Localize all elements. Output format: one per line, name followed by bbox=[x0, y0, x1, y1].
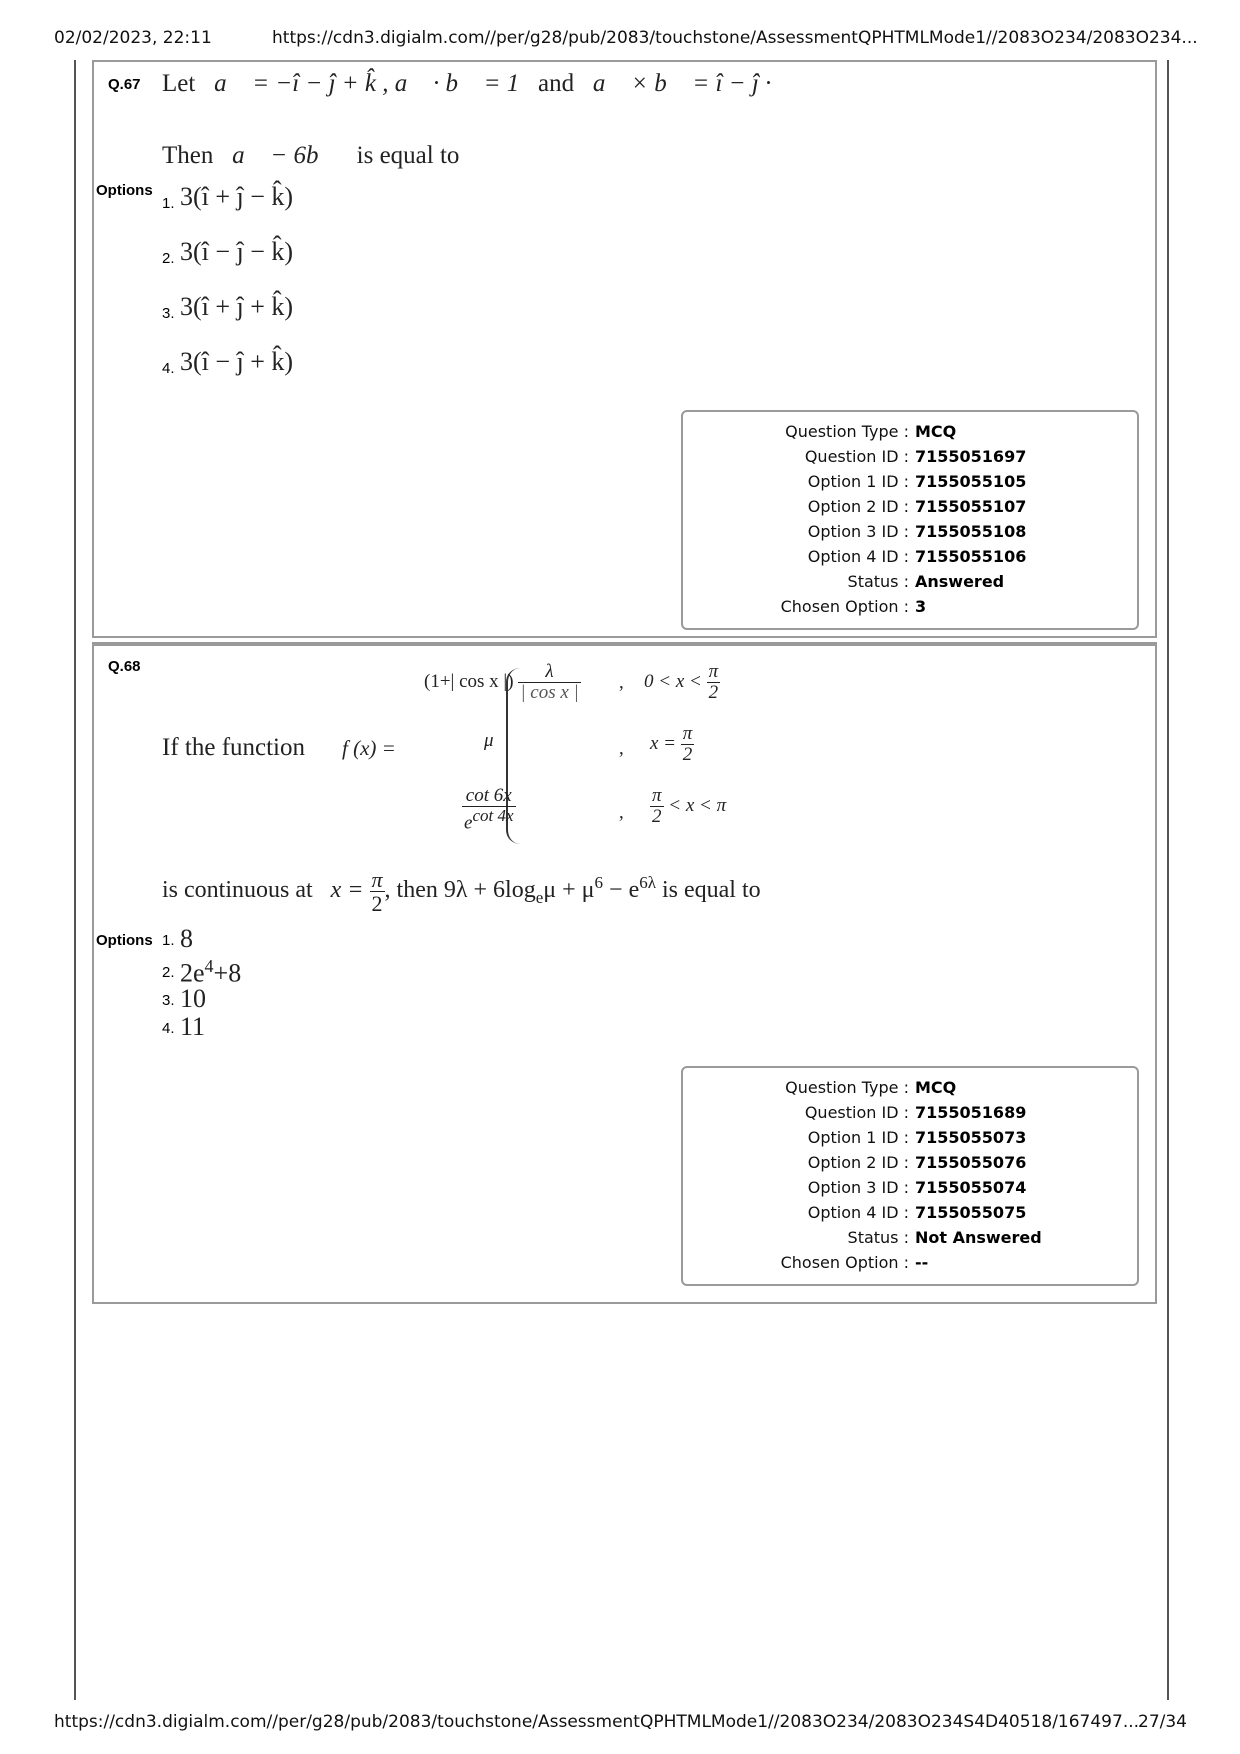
option-3-value: 10 bbox=[180, 984, 206, 1013]
print-datetime: 02/02/2023, 22:11 bbox=[54, 28, 212, 48]
options-label: Options bbox=[96, 932, 153, 949]
options-label: Options bbox=[96, 182, 153, 199]
option-1-value: 8 bbox=[180, 924, 193, 953]
question-text-line-2: Then a⃗ − 6b⃗ is equal to bbox=[162, 142, 460, 169]
case-1-condition: 0 < x < $\frac{\pi}{2}$ bbox=[644, 661, 719, 703]
option-number: 4. bbox=[162, 360, 175, 377]
case-2-condition: x = $\frac{\pi}{2}$ bbox=[650, 723, 693, 765]
question-text-line-1: Let a⃗ = −î − ĵ + k̂ , a⃗ · b⃗ = 1 and a⃗ × b⃗ = î − ĵ · bbox=[162, 70, 772, 97]
option-number: 2. bbox=[162, 964, 175, 981]
continuity-statement: is continuous at x = $\frac{\pi}{2}$ , then $9\lambda + 6\log_e\mu + \mu^6 - e^{6\lambda}$ is equal to bbox=[162, 867, 761, 917]
print-header-url: https://cdn3.digialm.com//per/g28/pub/2083/touchstone/AssessmentQPHTMLMode1//2083O234/2083O234... bbox=[272, 28, 1198, 48]
option-1-value: 3(î + ĵ − k̂) bbox=[180, 182, 294, 211]
function-name: f (x) = bbox=[342, 736, 396, 760]
question-number: Q.68 bbox=[108, 658, 141, 675]
case-3-expression: $\frac{\cot 6x}{e^{cot 4x}}$ bbox=[464, 785, 514, 834]
question-panel-67 bbox=[92, 60, 1157, 638]
print-footer-url: https://cdn3.digialm.com//per/g28/pub/2083/touchstone/AssessmentQPHTMLMode1//2083O234/2083O234S4D40518/167497... bbox=[54, 1712, 1140, 1732]
question-panel-68 bbox=[92, 642, 1157, 1304]
option-2-value: 3(î − ĵ − k̂) bbox=[180, 237, 294, 266]
page-frame-right bbox=[1167, 60, 1169, 1700]
option-number: 1. bbox=[162, 932, 175, 949]
option-4-value: 3(î − ĵ + k̂) bbox=[180, 347, 294, 376]
case-separator: , bbox=[619, 738, 624, 759]
option-number: 1. bbox=[162, 195, 175, 212]
question-number: Q.67 bbox=[108, 76, 141, 93]
case-separator: , bbox=[619, 672, 624, 693]
option-number: 3. bbox=[162, 992, 175, 1009]
option-number: 3. bbox=[162, 305, 175, 322]
option-3-value: 3(î + ĵ + k̂) bbox=[180, 292, 294, 321]
case-3-condition: $\frac{\pi}{2}$ < x < π bbox=[652, 785, 727, 827]
page-frame-left bbox=[74, 60, 76, 1700]
page-number: 27/34 bbox=[1138, 1712, 1187, 1732]
question-meta-box: Question Type : MCQ Question ID : 7155051697 Option 1 ID : 7155055105 Option 2 ID : 7155055107 Option 3 ID : 7155055108 Option 4 ID : 7155055106 Status : Answered Chosen Option : 3 bbox=[681, 410, 1139, 630]
question-meta-box: Question Type : MCQ Question ID : 7155051689 Option 1 ID : 7155055073 Option 2 ID : 7155055076 Option 3 ID : 7155055074 Option 4 ID : 7155055075 Status : Not Answered Chosen Option : -- bbox=[681, 1066, 1139, 1286]
case-1-expression: (1+| cos x |) $\frac{\lambda}{\text{| cos x |}}$ bbox=[424, 661, 579, 703]
function-intro: If the function bbox=[162, 734, 306, 761]
case-2-expression: μ bbox=[484, 730, 494, 751]
case-separator: , bbox=[619, 802, 624, 823]
option-2-value: $2e^4+8$ bbox=[180, 956, 242, 988]
option-number: 4. bbox=[162, 1020, 175, 1037]
option-4-value: 11 bbox=[180, 1012, 206, 1041]
option-number: 2. bbox=[162, 250, 175, 267]
